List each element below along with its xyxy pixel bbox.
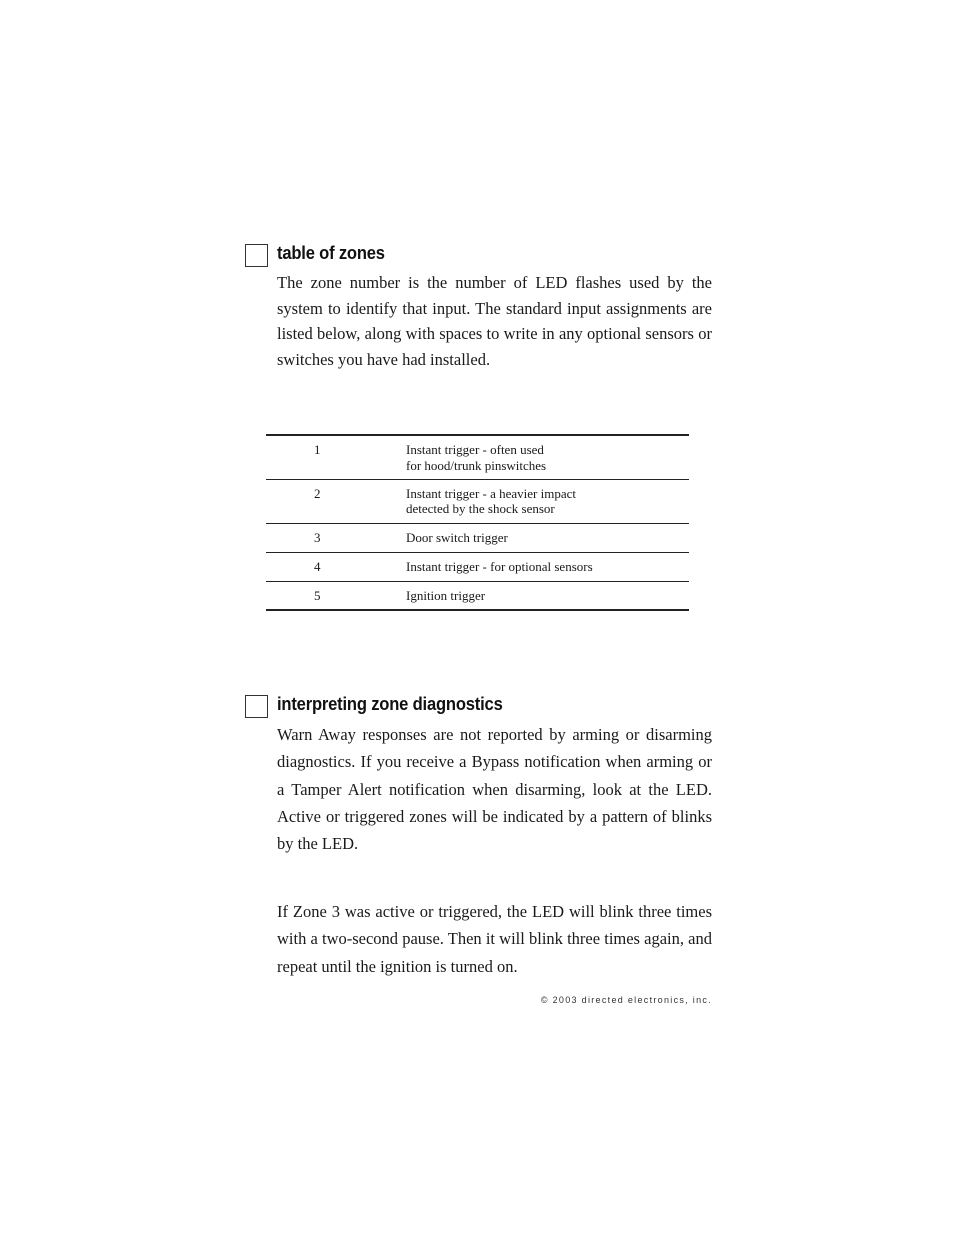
diagnostics-heading: interpreting zone diagnostics	[277, 694, 503, 714]
zone-description-line: Door switch trigger	[406, 529, 508, 545]
zone-description	[406, 552, 689, 581]
zone-description	[406, 479, 689, 523]
zone-number: 5	[314, 587, 321, 603]
zones-checkbox	[245, 244, 268, 267]
zone-description-line: Instant trigger - a heavier impact	[406, 485, 577, 501]
zone-description	[406, 435, 689, 479]
zone-description-line: for hood/trunk pinswitches	[406, 457, 547, 473]
table-row	[266, 523, 689, 552]
zone-number: 4	[314, 558, 321, 574]
zones-intro-paragraph: The zone number is the number of LED flashes used by the system to identify that input. The standard input assignments are listed below, along with spaces to write in any optional sensors or switches you have had installed.	[277, 273, 712, 369]
zone-number: 1	[314, 442, 321, 457]
copyright-notice: © 2003 directed electronics, inc.	[540, 995, 712, 1005]
zone-description-line: Instant trigger - for optional sensors	[406, 558, 593, 574]
zone-number: 2	[314, 485, 321, 501]
diagnostics-checkbox	[245, 695, 268, 718]
zone-table	[266, 434, 689, 611]
table-row	[266, 435, 689, 479]
zone-description	[406, 581, 689, 610]
table-row	[266, 552, 689, 581]
zone-description-line: Ignition trigger	[406, 587, 486, 603]
zone-description-line: detected by the shock sensor	[406, 501, 555, 516]
table-row	[266, 581, 689, 610]
diagnostics-example-paragraph: If Zone 3 was active or triggered, the LED will blink three times with a two-second pause. Then it will blink three times again, and repeat until the ignition is turned on.	[277, 902, 712, 976]
diagnostics-paragraph: Warn Away responses are not reported by arming or disarming diagnostics. If you receive a Bypass notification when arming or a Tamper Alert notification when disarming, look at the LED. Active or triggered zones will be indicated by a pattern of blinks by the LED.	[277, 725, 712, 854]
zones-heading: table of zones	[277, 243, 385, 263]
zone-description	[406, 523, 689, 552]
zone-description-line: Instant trigger - often used	[406, 442, 544, 457]
table-row	[266, 479, 689, 523]
zone-number: 3	[314, 529, 321, 545]
